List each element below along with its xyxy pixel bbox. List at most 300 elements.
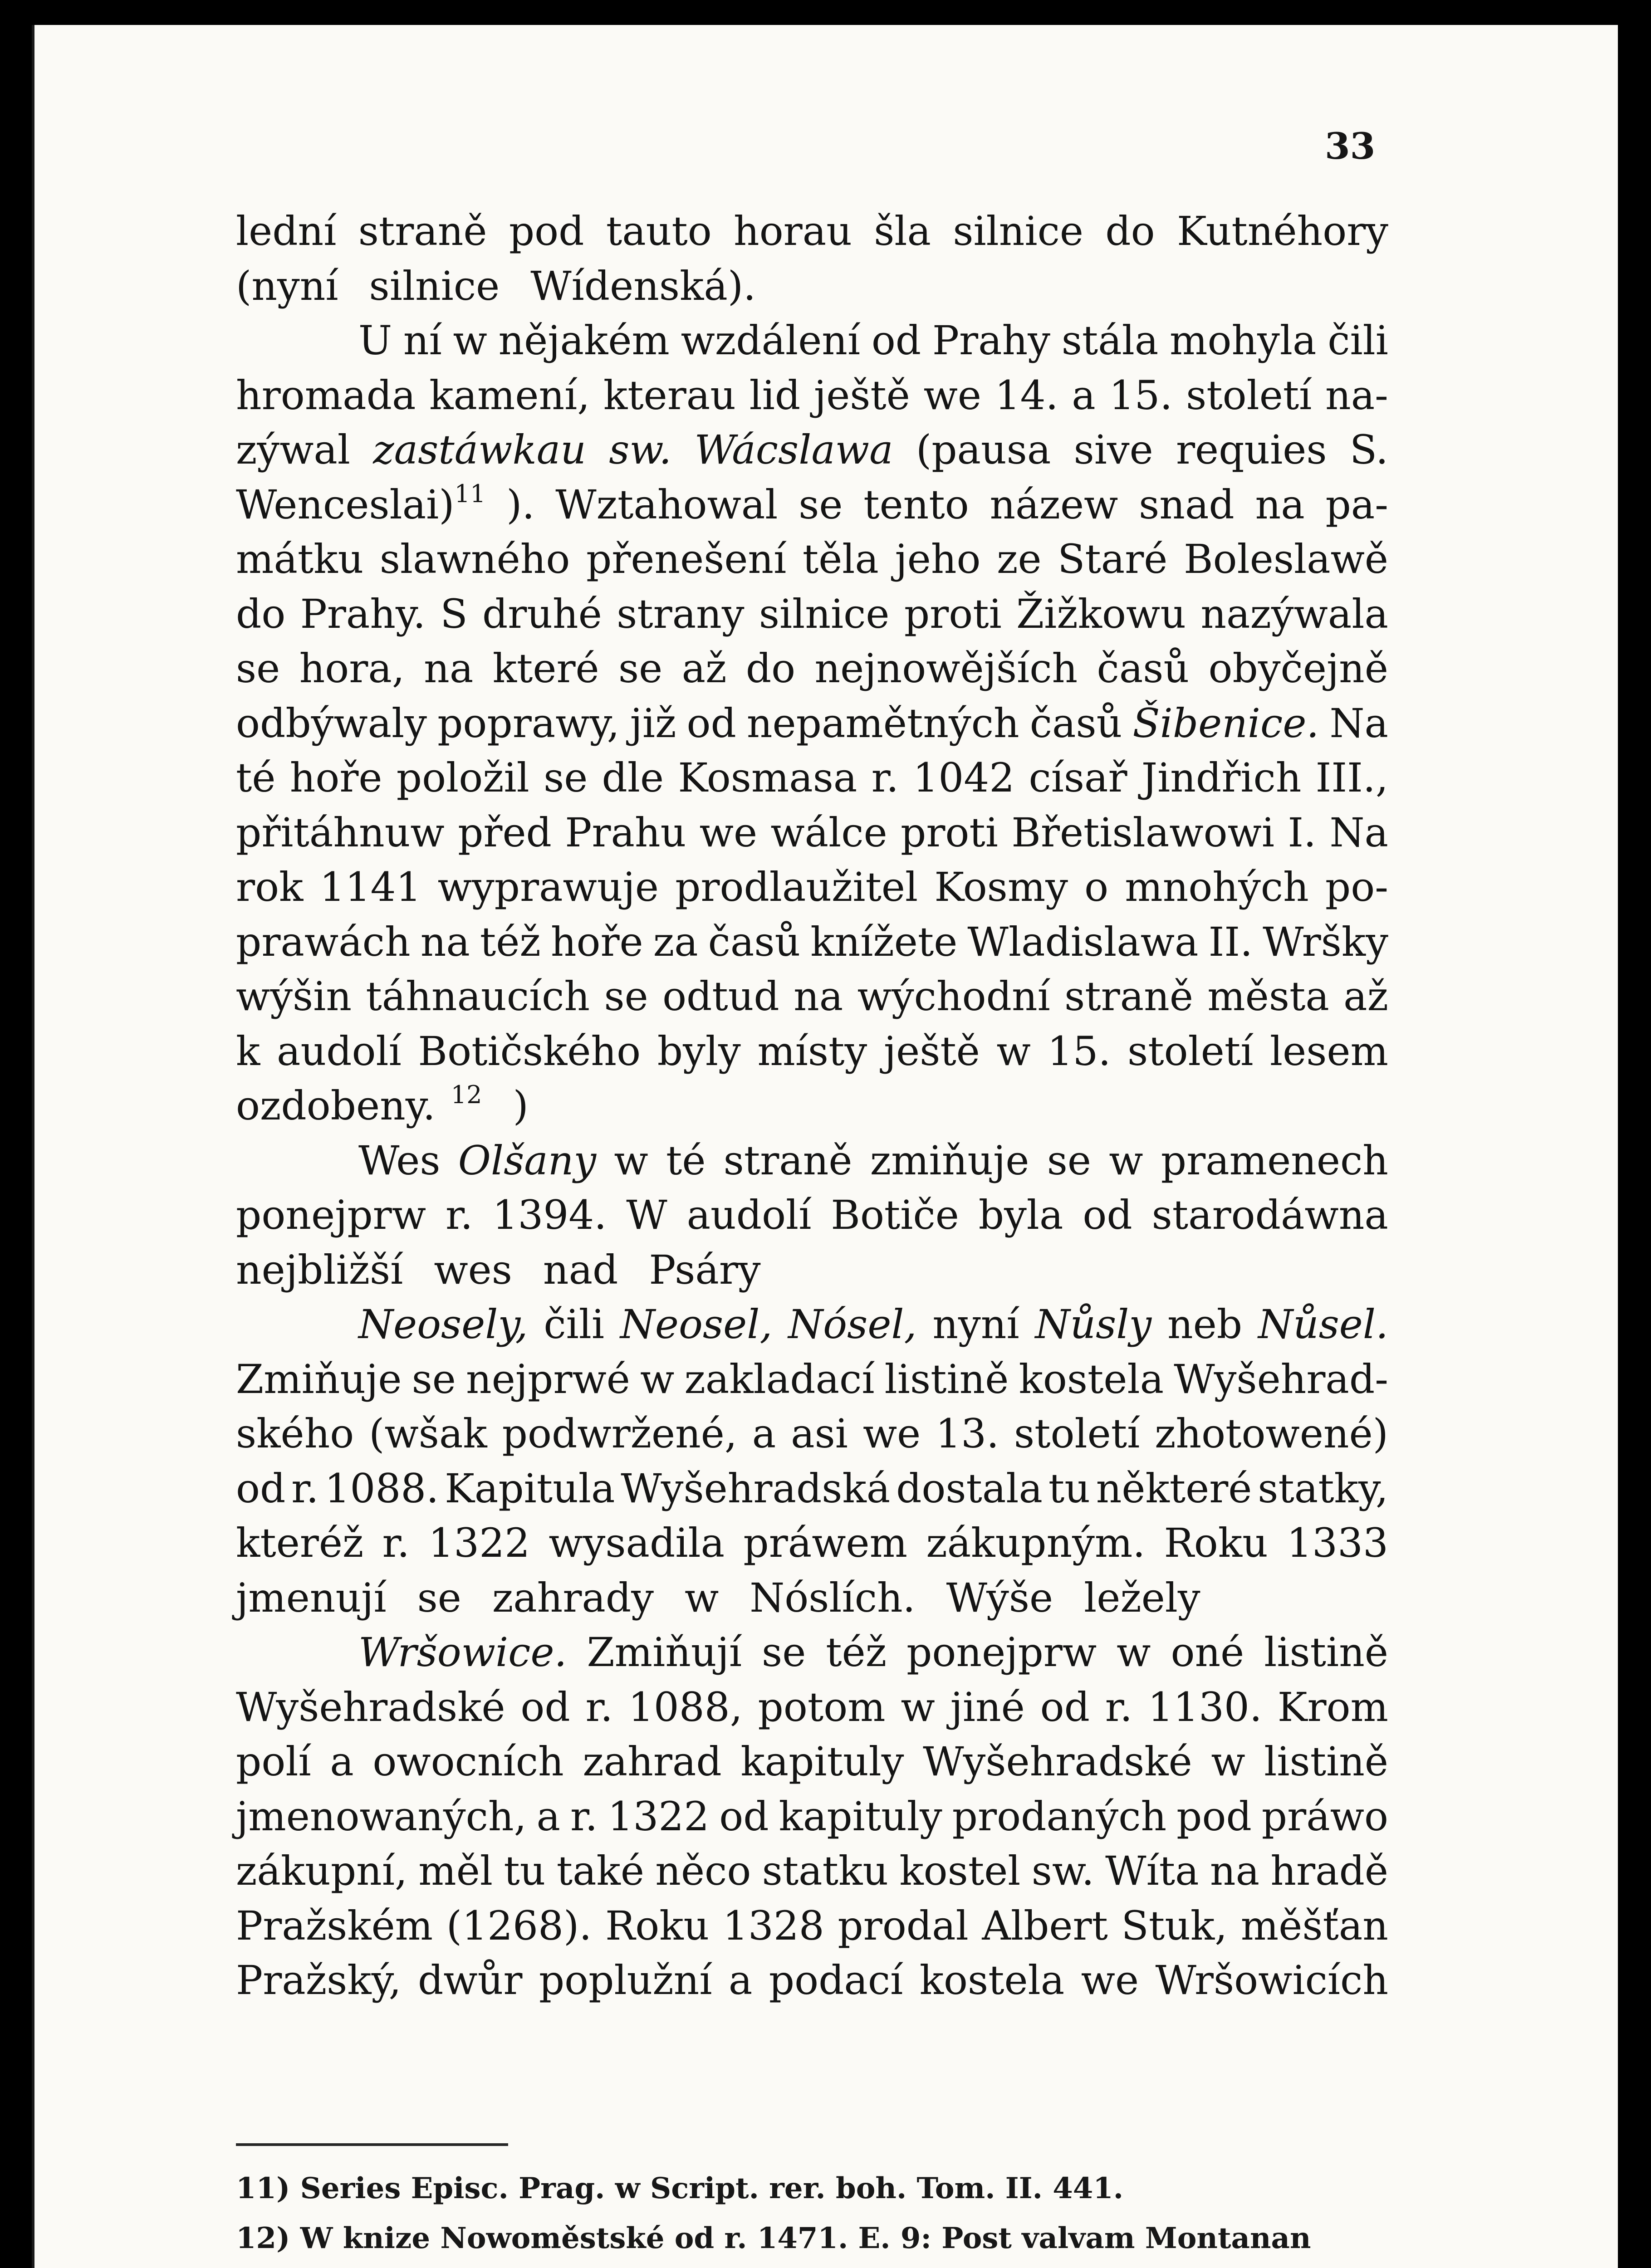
word: 1042 xyxy=(913,754,1015,801)
word: prawách xyxy=(236,918,411,965)
word: časů xyxy=(1097,645,1190,692)
word: od xyxy=(1040,1683,1090,1730)
word: práwo xyxy=(1261,1793,1388,1840)
word: 1088, xyxy=(628,1683,743,1730)
word: hoře xyxy=(550,918,643,965)
word: ní xyxy=(403,317,442,364)
word: wyprawuje xyxy=(437,864,659,910)
word: Botiče xyxy=(831,1192,959,1238)
word: proti xyxy=(904,590,1002,637)
text-line xyxy=(236,860,1388,915)
word: Wes xyxy=(358,1137,441,1184)
word: Psáry xyxy=(649,1246,761,1293)
word: na xyxy=(794,973,843,1020)
word: se xyxy=(1047,1137,1091,1184)
word: Wenceslai)$^{11}$ xyxy=(236,479,486,528)
word: přitáhnuw xyxy=(236,809,445,856)
word: Staré xyxy=(1058,536,1168,582)
word: zákupným. xyxy=(926,1520,1146,1566)
word: šla xyxy=(874,208,931,254)
word: ještě xyxy=(883,1027,980,1075)
word: se xyxy=(618,645,663,692)
word: ponejprw xyxy=(906,1629,1097,1676)
word: lid xyxy=(749,371,801,419)
word: na xyxy=(1210,1848,1260,1894)
word: kteréž xyxy=(236,1520,364,1566)
word: a xyxy=(1072,371,1096,419)
word: knížete xyxy=(810,918,958,965)
word: straně xyxy=(358,208,487,254)
text-line xyxy=(236,1571,1388,1626)
word: císař xyxy=(1029,754,1127,801)
word: od xyxy=(1083,1192,1132,1238)
word: nyní xyxy=(932,1301,1019,1348)
word: za xyxy=(653,918,698,965)
word: nepamětných xyxy=(746,699,1019,747)
word: Prahy. xyxy=(300,590,426,637)
word: se xyxy=(412,1355,456,1403)
word: asi xyxy=(791,1410,848,1457)
word: místy xyxy=(757,1027,867,1075)
word: S xyxy=(440,590,468,637)
word: Krom xyxy=(1277,1683,1388,1730)
word: na xyxy=(420,918,470,965)
word: názew xyxy=(990,481,1118,528)
word: odbýwaly xyxy=(236,699,427,747)
text-line xyxy=(236,532,1388,587)
word: měšťan xyxy=(1240,1902,1388,1949)
word: prodaných xyxy=(952,1793,1167,1840)
word: a xyxy=(536,1793,561,1840)
word: zahrad xyxy=(583,1738,722,1785)
word: od xyxy=(871,317,921,364)
word: Wídenská). xyxy=(530,262,756,309)
word: Wyšehradská xyxy=(621,1465,891,1512)
word: Na xyxy=(1329,699,1388,747)
page-number: 33 xyxy=(1325,125,1376,167)
text-line xyxy=(236,1297,1388,1352)
word: do xyxy=(1105,208,1155,254)
word: Wršky xyxy=(1263,918,1388,965)
word: poplužní xyxy=(539,1957,712,2004)
word: silnice xyxy=(953,208,1083,254)
body-text xyxy=(236,204,1388,2008)
text-line xyxy=(236,1352,1388,1407)
word: Wršowicích xyxy=(1155,1957,1388,2004)
word: 13. xyxy=(936,1410,999,1457)
word: Na xyxy=(1329,809,1388,856)
word: a xyxy=(752,1410,776,1457)
word: od xyxy=(686,699,736,747)
word: listině xyxy=(1264,1738,1388,1785)
word: položil xyxy=(396,754,529,801)
word: Nósel, xyxy=(788,1301,917,1348)
text-line xyxy=(236,1953,1388,2008)
word: se xyxy=(762,1629,806,1676)
word: byla xyxy=(978,1192,1063,1238)
footnote-rule xyxy=(236,2143,508,2146)
word: pod xyxy=(1176,1793,1252,1840)
word: na- xyxy=(1325,371,1388,419)
word: lesem xyxy=(1270,1027,1388,1075)
word: století xyxy=(1014,1410,1140,1457)
word: Prahu xyxy=(565,809,686,856)
word: starodáwna xyxy=(1151,1192,1388,1238)
word: ze xyxy=(997,536,1042,582)
word: té xyxy=(236,754,276,801)
word: se xyxy=(417,1574,461,1621)
word: statky, xyxy=(1258,1465,1388,1512)
word: století xyxy=(1186,371,1312,419)
text-line xyxy=(236,1789,1388,1844)
word: až xyxy=(1343,973,1388,1020)
word: sive xyxy=(1073,426,1153,473)
word: do xyxy=(236,590,286,637)
word: mátku xyxy=(236,536,364,582)
word: Kutnéhory xyxy=(1176,208,1388,254)
word: Neosely, xyxy=(358,1301,528,1348)
word: 15. xyxy=(1047,1027,1111,1075)
word: se xyxy=(799,481,843,528)
word: snad xyxy=(1139,481,1235,528)
footnote-line: 11) Series Episc. Prag. w Script. rer. boh. Tom. II. 441. xyxy=(236,2171,1124,2205)
text-line xyxy=(236,1188,1388,1243)
word: S. xyxy=(1349,426,1388,473)
word: nějakém xyxy=(498,317,670,364)
word: r. xyxy=(446,1192,473,1238)
word: w xyxy=(901,1683,935,1730)
word: Wyšehrad- xyxy=(1174,1355,1388,1403)
word: Wyšehradské xyxy=(236,1683,505,1730)
word: Olšany xyxy=(458,1137,597,1184)
word: nad xyxy=(543,1246,618,1293)
word: w xyxy=(684,1574,719,1621)
word: sw. xyxy=(609,426,672,473)
word: nejnowějších xyxy=(814,645,1078,692)
word: prodlaužitel xyxy=(675,864,918,910)
text-line xyxy=(236,1680,1388,1735)
word: Stuk, xyxy=(1121,1902,1228,1949)
word: r. xyxy=(382,1520,410,1566)
word: zakladací xyxy=(684,1355,875,1403)
word: Botičského xyxy=(418,1027,641,1075)
word: byly xyxy=(657,1027,741,1075)
word: sw. xyxy=(1031,1848,1094,1894)
word: Wršowice. xyxy=(358,1629,567,1676)
word: silnice xyxy=(369,262,500,309)
word: wes xyxy=(434,1246,512,1293)
word: také xyxy=(556,1848,644,1894)
word: od xyxy=(236,1465,286,1512)
word: Wladislawa xyxy=(967,918,1199,965)
word: Albert xyxy=(982,1902,1108,1949)
text-line xyxy=(236,1243,1388,1298)
word: Wýše xyxy=(946,1574,1053,1621)
word: we xyxy=(923,371,981,419)
word: Kosmasa xyxy=(678,754,857,801)
word: audolí xyxy=(686,1192,812,1238)
word: rok xyxy=(236,864,304,910)
word: čili xyxy=(1328,317,1388,364)
word: k xyxy=(236,1027,260,1075)
word: owocních xyxy=(372,1738,564,1785)
text-line xyxy=(236,751,1388,806)
word: se xyxy=(544,754,588,801)
word: kostela xyxy=(1019,1355,1164,1403)
text-line xyxy=(236,1079,1388,1134)
word: requies xyxy=(1176,426,1327,473)
word: měl xyxy=(418,1848,493,1894)
word: též xyxy=(826,1629,887,1676)
footnotes xyxy=(236,2164,1388,2268)
text-line xyxy=(236,1844,1388,1899)
text-line xyxy=(236,1134,1388,1188)
word: listině xyxy=(884,1355,1009,1403)
word: kapituly xyxy=(779,1793,942,1840)
word: ozdobeny. $^{12}$ xyxy=(236,1080,482,1129)
text-line xyxy=(236,259,1388,314)
word: w xyxy=(1109,1137,1143,1184)
word: w xyxy=(996,1027,1031,1075)
word: ponejprw xyxy=(236,1192,426,1238)
word: w xyxy=(614,1137,648,1184)
word: 1333 xyxy=(1287,1520,1388,1566)
word: podací xyxy=(769,1957,903,2004)
word: nazýwala xyxy=(1200,590,1388,637)
text-line xyxy=(236,423,1388,478)
word: proti xyxy=(900,809,998,856)
word: wýšin xyxy=(236,973,352,1020)
word: r. xyxy=(871,754,899,801)
word: r. xyxy=(291,1465,319,1512)
word: Roku xyxy=(1164,1520,1268,1566)
word: podwržené, xyxy=(502,1410,737,1457)
word: listině xyxy=(1264,1629,1388,1676)
word: Nóslích. xyxy=(750,1574,916,1621)
word: we xyxy=(862,1410,921,1457)
word: zahrady xyxy=(492,1574,654,1621)
word: wysadila xyxy=(549,1520,725,1566)
word: odtud xyxy=(662,973,779,1020)
word: Pražský, xyxy=(236,1957,402,2004)
word: we xyxy=(699,809,758,856)
word: wálce xyxy=(770,809,887,856)
word: horau xyxy=(734,208,852,254)
word: nejbližší xyxy=(236,1246,403,1293)
word: 1141 xyxy=(319,864,421,910)
word: neb xyxy=(1167,1301,1243,1348)
word: jiné xyxy=(950,1683,1025,1730)
word: zhotowené) xyxy=(1155,1410,1388,1457)
word: straně xyxy=(1064,973,1193,1020)
word: hoře xyxy=(289,754,382,801)
word: táhnaucích xyxy=(366,973,590,1020)
word: slawného xyxy=(379,536,570,582)
word: do xyxy=(745,645,796,692)
word: města xyxy=(1207,973,1329,1020)
word: III., xyxy=(1315,754,1388,801)
word: Wyšehradské xyxy=(923,1738,1192,1785)
word: I. xyxy=(1288,809,1317,856)
word: r. xyxy=(570,1793,598,1840)
word: w xyxy=(453,317,487,364)
word: kostel xyxy=(899,1848,1021,1894)
word: na xyxy=(424,645,474,692)
word: jeho xyxy=(895,536,981,582)
word: r. xyxy=(1105,1683,1133,1730)
word: ještě xyxy=(813,371,910,419)
word: Boleslawě xyxy=(1183,536,1388,582)
word: Jindřich xyxy=(1141,754,1302,801)
text-line xyxy=(236,915,1388,970)
word: tauto xyxy=(606,208,712,254)
word: II. xyxy=(1208,918,1253,965)
word: oné xyxy=(1171,1629,1244,1676)
word: wýchodní xyxy=(857,973,1050,1020)
word: již xyxy=(630,699,676,747)
word: 1088. xyxy=(324,1465,439,1512)
text-line xyxy=(236,587,1388,642)
word: Prahy xyxy=(932,317,1050,364)
word: kostela xyxy=(919,1957,1065,2004)
word: 1322 xyxy=(428,1520,530,1566)
text-line xyxy=(236,204,1388,259)
word: potom xyxy=(758,1683,886,1730)
text-line xyxy=(236,641,1388,696)
footnote-line: 12) W knize Nowoměstské od r. 1471. E. 9: Post valvam Montanan xyxy=(236,2221,1311,2255)
word: Wztahowal xyxy=(555,481,778,528)
word: dwůr xyxy=(418,1957,523,2004)
word: a xyxy=(728,1957,753,2004)
word: zastáwkau xyxy=(373,426,586,473)
word: tu xyxy=(504,1848,546,1894)
word: prodal xyxy=(838,1902,969,1949)
word: we xyxy=(1081,1957,1139,2004)
text-line xyxy=(236,1024,1388,1079)
word: též xyxy=(480,918,541,965)
word: kapituly xyxy=(740,1738,904,1785)
word: (nyní xyxy=(236,262,338,309)
word: Wíta xyxy=(1105,1848,1199,1894)
word: pramenech xyxy=(1161,1137,1388,1184)
text-line xyxy=(236,1899,1388,1954)
word: té xyxy=(666,1137,706,1184)
word: čili xyxy=(544,1301,605,1348)
word: (pausa xyxy=(916,426,1051,473)
text-line xyxy=(236,313,1388,368)
text-line xyxy=(236,368,1388,423)
text-line xyxy=(236,1516,1388,1571)
word: zýwal xyxy=(236,426,351,473)
word: zmiňuje xyxy=(870,1137,1029,1184)
word: Zmiňují xyxy=(587,1629,742,1676)
word: ležely xyxy=(1084,1574,1200,1621)
word: silnice xyxy=(759,590,890,637)
word: hora, xyxy=(299,645,405,692)
word: r. xyxy=(585,1683,613,1730)
word: straně xyxy=(723,1137,852,1184)
word: kterau xyxy=(603,371,736,419)
word: polí xyxy=(236,1738,311,1785)
word: stála xyxy=(1061,317,1159,364)
word: w xyxy=(1211,1738,1245,1785)
word: po- xyxy=(1325,864,1388,910)
text-line xyxy=(236,806,1388,860)
word: 1322 xyxy=(607,1793,710,1840)
word: od xyxy=(520,1683,570,1730)
word: Šibenice. xyxy=(1132,699,1319,747)
word: před xyxy=(458,809,552,856)
word: nejprwé xyxy=(466,1355,630,1403)
word: w xyxy=(1117,1629,1151,1676)
word: druhé xyxy=(482,590,602,637)
word: století xyxy=(1127,1027,1254,1075)
word: statku xyxy=(762,1848,889,1894)
word: mohyla xyxy=(1170,317,1317,364)
word: o xyxy=(1084,864,1109,910)
word: Zmiňuje xyxy=(236,1355,402,1403)
word: Neosel, xyxy=(620,1301,773,1348)
word: časů xyxy=(1029,699,1122,747)
text-line xyxy=(236,1407,1388,1461)
word: a xyxy=(330,1738,354,1785)
word: Nůsel. xyxy=(1258,1301,1388,1348)
word: 14. xyxy=(995,371,1058,419)
word: 15. xyxy=(1109,371,1173,419)
word: tu xyxy=(1048,1465,1090,1512)
word: audolí xyxy=(277,1027,402,1075)
footnote-line xyxy=(236,2263,1388,2268)
word: ského xyxy=(236,1410,354,1457)
text-line xyxy=(236,1735,1388,1789)
word: 1394. xyxy=(492,1192,607,1238)
word: Kosmy xyxy=(934,864,1068,910)
word: přenešení xyxy=(586,536,787,582)
word: hromada xyxy=(236,371,416,419)
word: wzdálení xyxy=(681,317,861,364)
word: časů xyxy=(708,918,801,965)
word: dle xyxy=(602,754,664,801)
word: 1328 xyxy=(722,1902,824,1949)
word: Pražském xyxy=(236,1902,433,1949)
word: něco xyxy=(655,1848,751,1894)
word: strany xyxy=(617,590,745,637)
word: kamení, xyxy=(429,371,590,419)
word: až xyxy=(681,645,727,692)
word: Žižkowu xyxy=(1016,590,1186,637)
word: ) xyxy=(513,1082,529,1129)
word: (wšak xyxy=(369,1410,487,1457)
word: Břetislawowi xyxy=(1011,809,1275,856)
word: ). xyxy=(506,481,535,528)
word: od xyxy=(719,1793,769,1840)
word: Kapitula xyxy=(445,1465,615,1512)
text-line xyxy=(236,478,1388,533)
word: těla xyxy=(802,536,879,582)
word: (1268). xyxy=(446,1902,592,1949)
word: práwem xyxy=(743,1520,908,1566)
word: pod xyxy=(509,208,584,254)
word: Nůsly xyxy=(1035,1301,1152,1348)
word: pa- xyxy=(1325,481,1388,528)
word: jmenowaných, xyxy=(236,1793,527,1840)
word: lední xyxy=(236,208,337,254)
word: mnohých xyxy=(1125,864,1309,910)
word: Wácslawa xyxy=(694,426,893,473)
text-line xyxy=(236,1625,1388,1680)
word: obyčejně xyxy=(1208,645,1388,692)
text-line xyxy=(236,969,1388,1024)
